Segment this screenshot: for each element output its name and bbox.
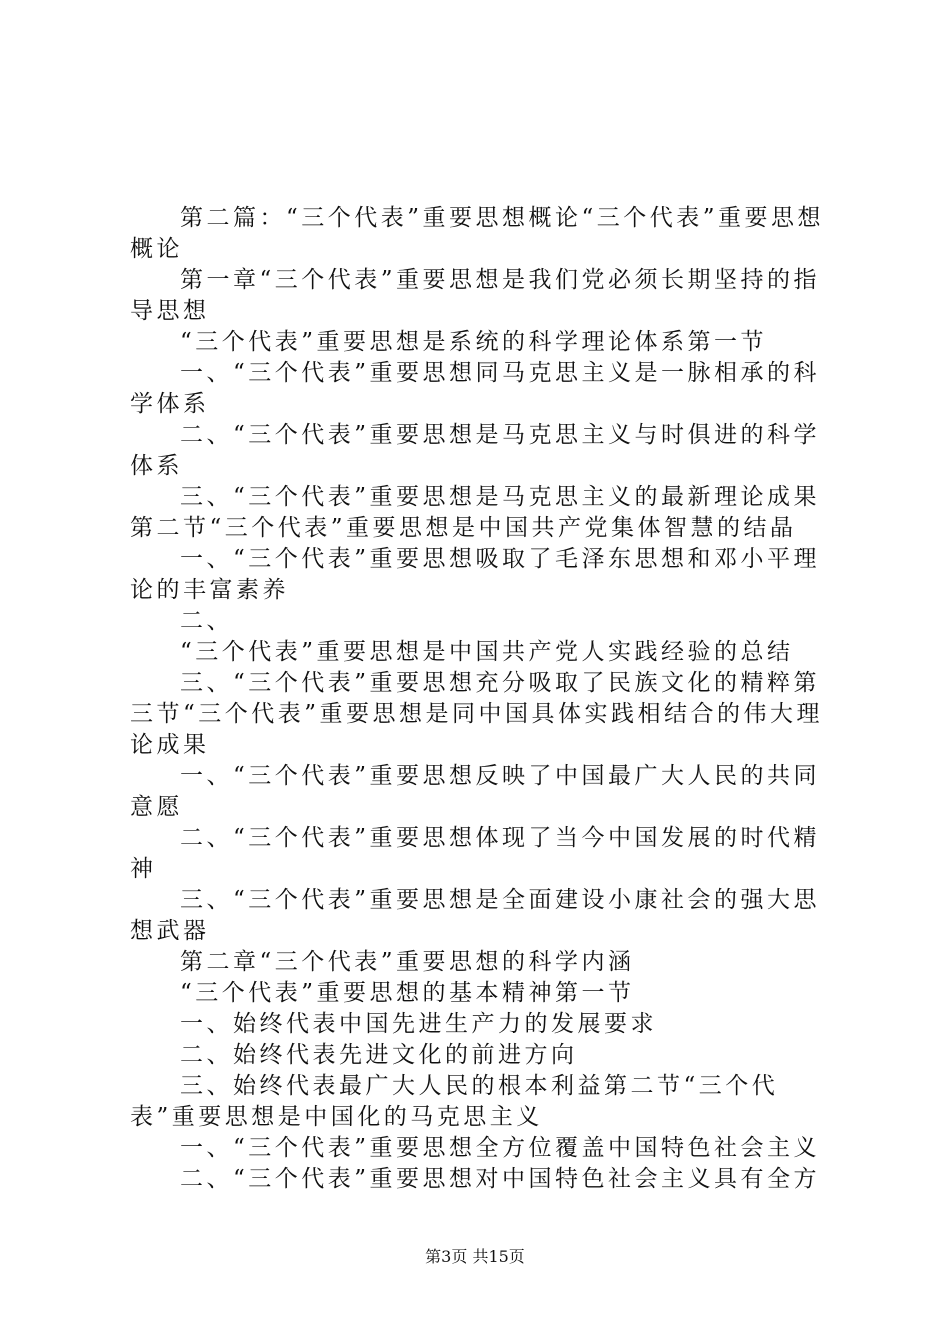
paragraph-item: 三、“三个代表”重要思想是马克思主义的最新理论成果第二节“三个代表”重要思想是中国共产党集体智慧的结晶: [130, 484, 821, 541]
paragraph-chapter-2: 第二章“三个代表”重要思想的科学内涵: [180, 949, 635, 975]
paragraph-item: 二、: [180, 608, 233, 634]
paragraph-item: 三、“三个代表”重要思想是全面建设小康社会的强大思想武器: [130, 887, 821, 944]
document-body: [130, 203, 830, 1195]
paragraph-item: 一、“三个代表”重要思想吸取了毛泽东思想和邓小平理论的丰富素养: [130, 546, 821, 603]
paragraph-item: 三、始终代表最广大人民的根本利益第二节“三个代表”重要思想是中国化的马克思主义: [130, 1073, 779, 1130]
paragraph-chapter-1: 第一章“三个代表”重要思想是我们党必须长期坚持的指导思想: [130, 267, 821, 324]
paragraph-item: 一、“三个代表”重要思想全方位覆盖中国特色社会主义: [180, 1135, 821, 1161]
paragraph-item: 二、“三个代表”重要思想是马克思主义与时俱进的科学体系: [130, 422, 821, 479]
paragraph-section-2-1: “三个代表”重要思想的基本精神第一节: [180, 980, 635, 1006]
paragraph-item: 一、“三个代表”重要思想同马克思主义是一脉相承的科学体系: [130, 360, 821, 417]
paragraph-section-1-1: “三个代表”重要思想是系统的科学理论体系第一节: [180, 329, 768, 355]
page-footer: 第3页 共15页: [425, 1247, 525, 1266]
paragraph-item: “三个代表”重要思想是中国共产党人实践经验的总结: [180, 639, 794, 665]
paragraph-item: 三、“三个代表”重要思想充分吸取了民族文化的精粹第三节“三个代表”重要思想是同中国具体实践相结合的伟大理论成果: [130, 670, 824, 758]
paragraph-item: 二、始终代表先进文化的前进方向: [180, 1042, 578, 1068]
paragraph-item: 一、始终代表中国先进生产力的发展要求: [180, 1011, 657, 1037]
paragraph-item: 二、“三个代表”重要思想对中国特色社会主义具有全方: [180, 1166, 821, 1192]
paragraph-title: 第二篇：“三个代表”重要思想概论“三个代表”重要思想概论: [130, 205, 825, 262]
paragraph-item: 二、“三个代表”重要思想体现了当今中国发展的时代精神: [130, 825, 821, 882]
paragraph-item: 一、“三个代表”重要思想反映了中国最广大人民的共同意愿: [130, 763, 821, 820]
